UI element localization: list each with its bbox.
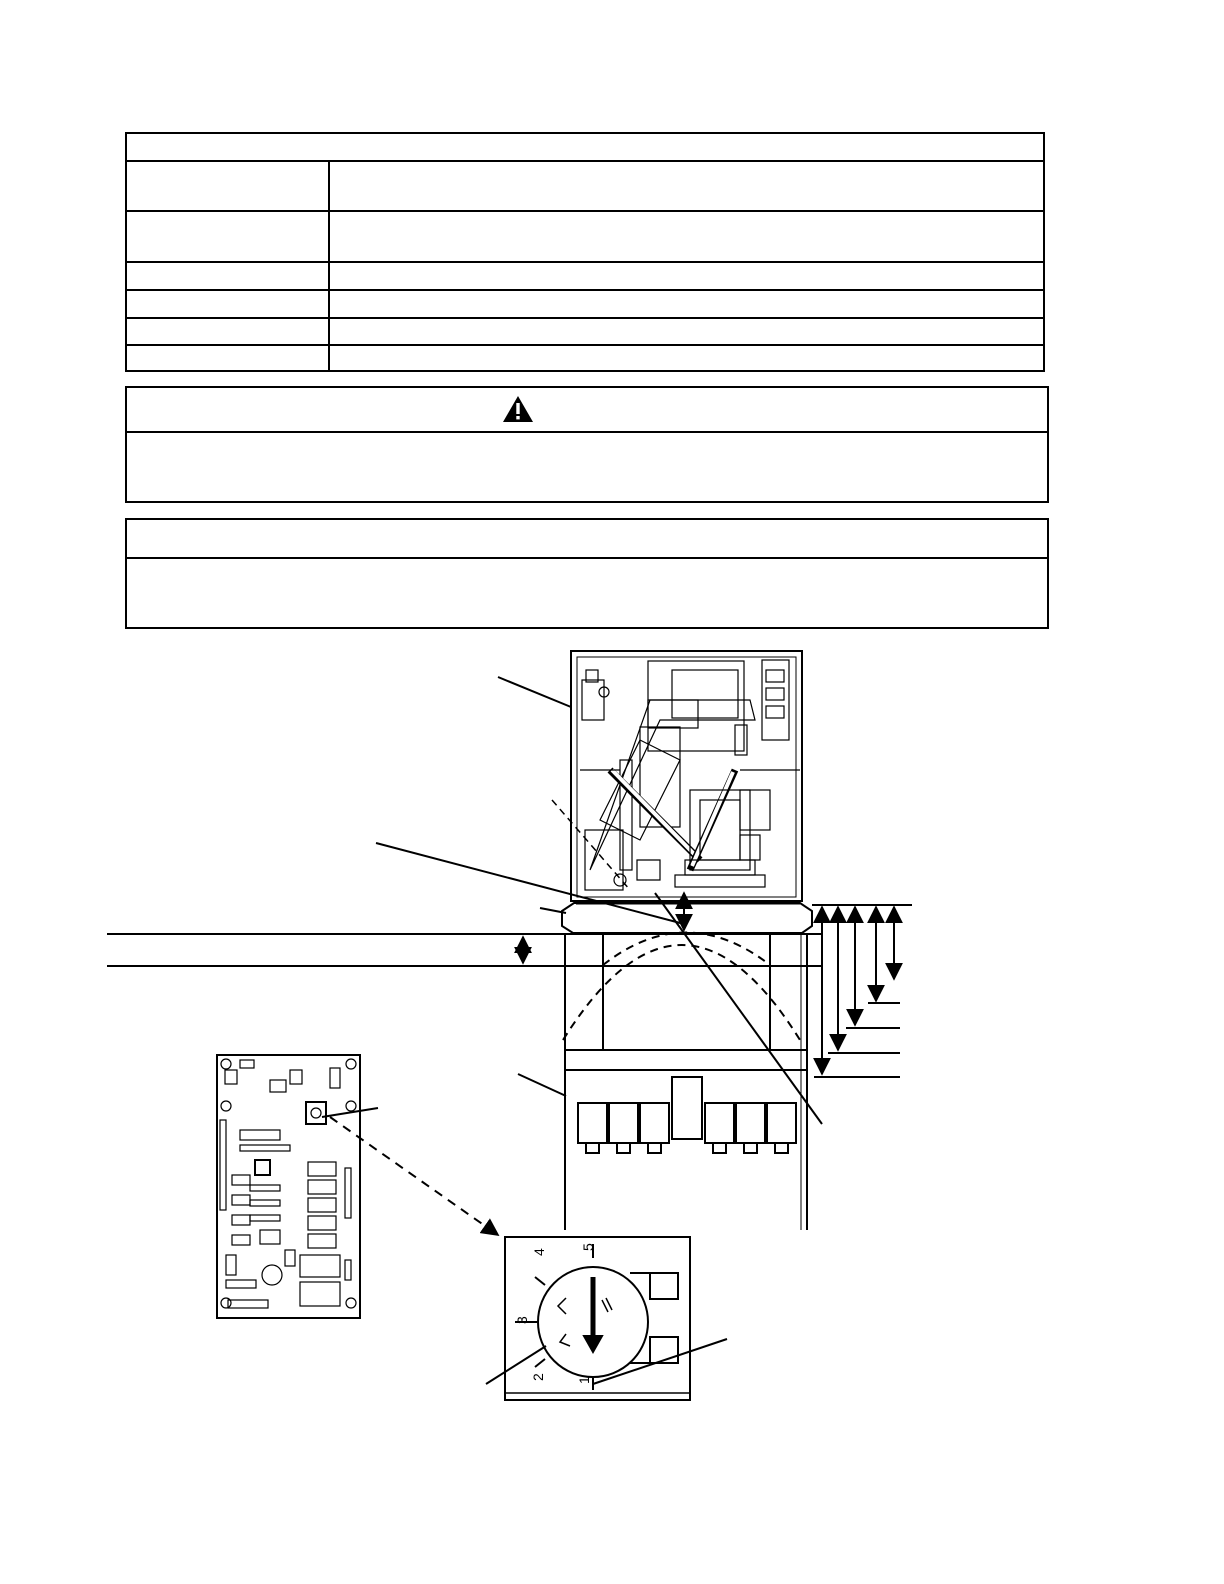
internal-mechanism [580,660,800,890]
column [563,933,807,1231]
mounting-collar [562,903,812,933]
valve-blocks [578,1077,796,1153]
dial-number-5: 5 [580,1243,596,1251]
dial-number-4: 4 [531,1248,547,1256]
dial-number-3: 3 [514,1316,530,1324]
dial-number-2: 2 [530,1373,546,1381]
dial-number-1: 1 [576,1376,592,1384]
circuit-board [217,1055,360,1318]
level-lines [107,934,822,966]
